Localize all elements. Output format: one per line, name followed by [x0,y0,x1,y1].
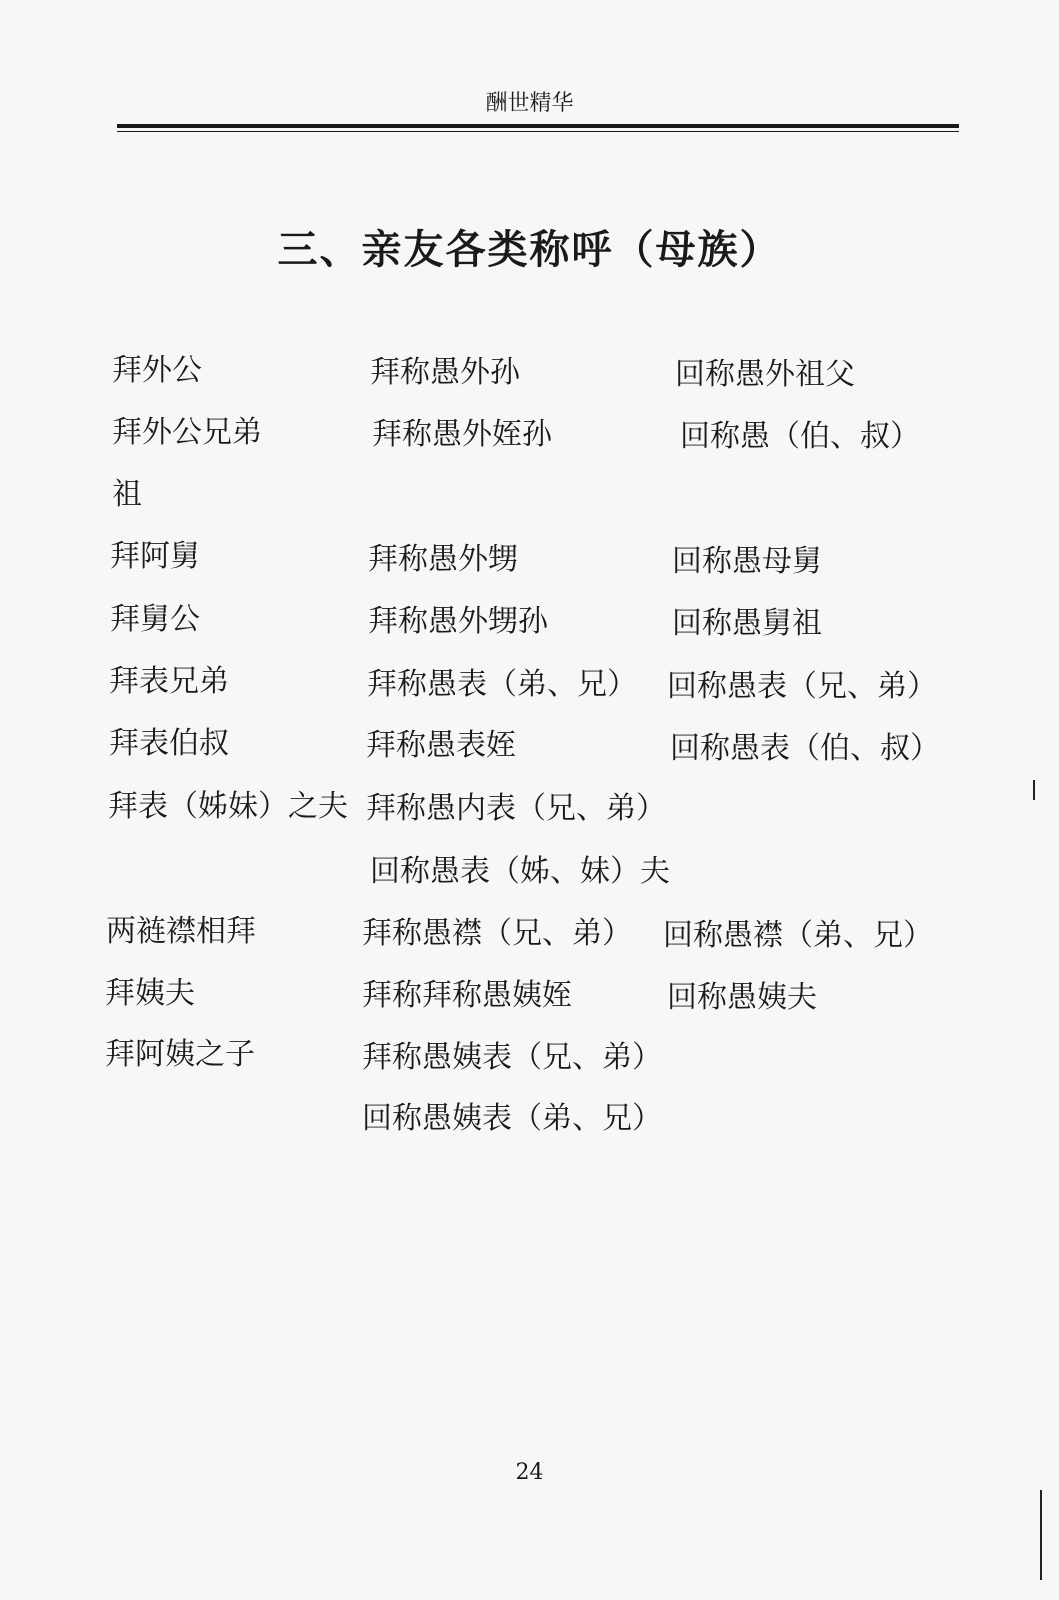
greeting-cell: 拜称拜称愚姨姪 [362,978,572,1013]
term-cell: 拜阿姨之子 [105,1037,255,1072]
term-cell: 拜外公 [112,353,202,388]
term-cell: 拜表（姊妹）之夫 [108,789,348,824]
term-cell: 祖 [112,477,142,512]
scan-edge-mark [1040,1490,1042,1580]
reply-cell: 回称愚舅祖 [672,606,822,641]
page-number: 24 [515,1460,544,1485]
reply-cell: 回称愚母舅 [672,544,822,579]
scan-edge-mark [1033,780,1035,800]
greeting-cell: 拜称愚姨表（兄、弟） [362,1040,662,1075]
term-cell: 拜舅公 [110,602,200,637]
greeting-cell: 拜称愚襟（兄、弟） [362,916,632,951]
section-title: 三、亲友各类称呼（母族） [277,226,782,273]
term-cell: 两裢襟相拜 [106,914,256,949]
greeting-cell: 拜称愚外甥孙 [368,604,548,639]
greeting-cell: 拜称愚外姪孙 [372,417,552,452]
term-cell: 拜阿舅 [110,539,200,574]
reply-cell: 回称愚姨夫 [667,980,817,1015]
greeting-cell: 拜称愚外甥 [368,542,518,577]
reply-cell: 回称愚表（兄、弟） [667,669,937,704]
greeting-cell: 拜称愚内表（兄、弟） [366,791,666,826]
reply-cell: 回称愚表（伯、叔） [670,731,940,766]
running-head: 酬世精华 [485,91,574,116]
greeting-cell: 回称愚表（姊、妹）夫 [370,854,670,889]
term-cell: 拜表伯叔 [109,726,229,761]
greeting-cell: 拜称愚外孙 [370,355,520,390]
header-rule-thick [117,124,959,128]
term-cell: 拜外公兄弟 [112,415,262,450]
term-cell: 拜表兄弟 [109,664,229,699]
reply-cell: 回称愚襟（弟、兄） [663,918,933,953]
reply-cell: 回称愚外祖父 [675,357,855,392]
header-rule-thin [117,131,959,132]
greeting-cell: 回称愚姨表（弟、兄） [362,1101,662,1136]
reply-cell: 回称愚（伯、叔） [680,419,920,454]
greeting-cell: 拜称愚表姪 [366,728,516,763]
term-cell: 拜姨夫 [105,976,195,1011]
greeting-cell: 拜称愚表（弟、兄） [367,667,637,702]
